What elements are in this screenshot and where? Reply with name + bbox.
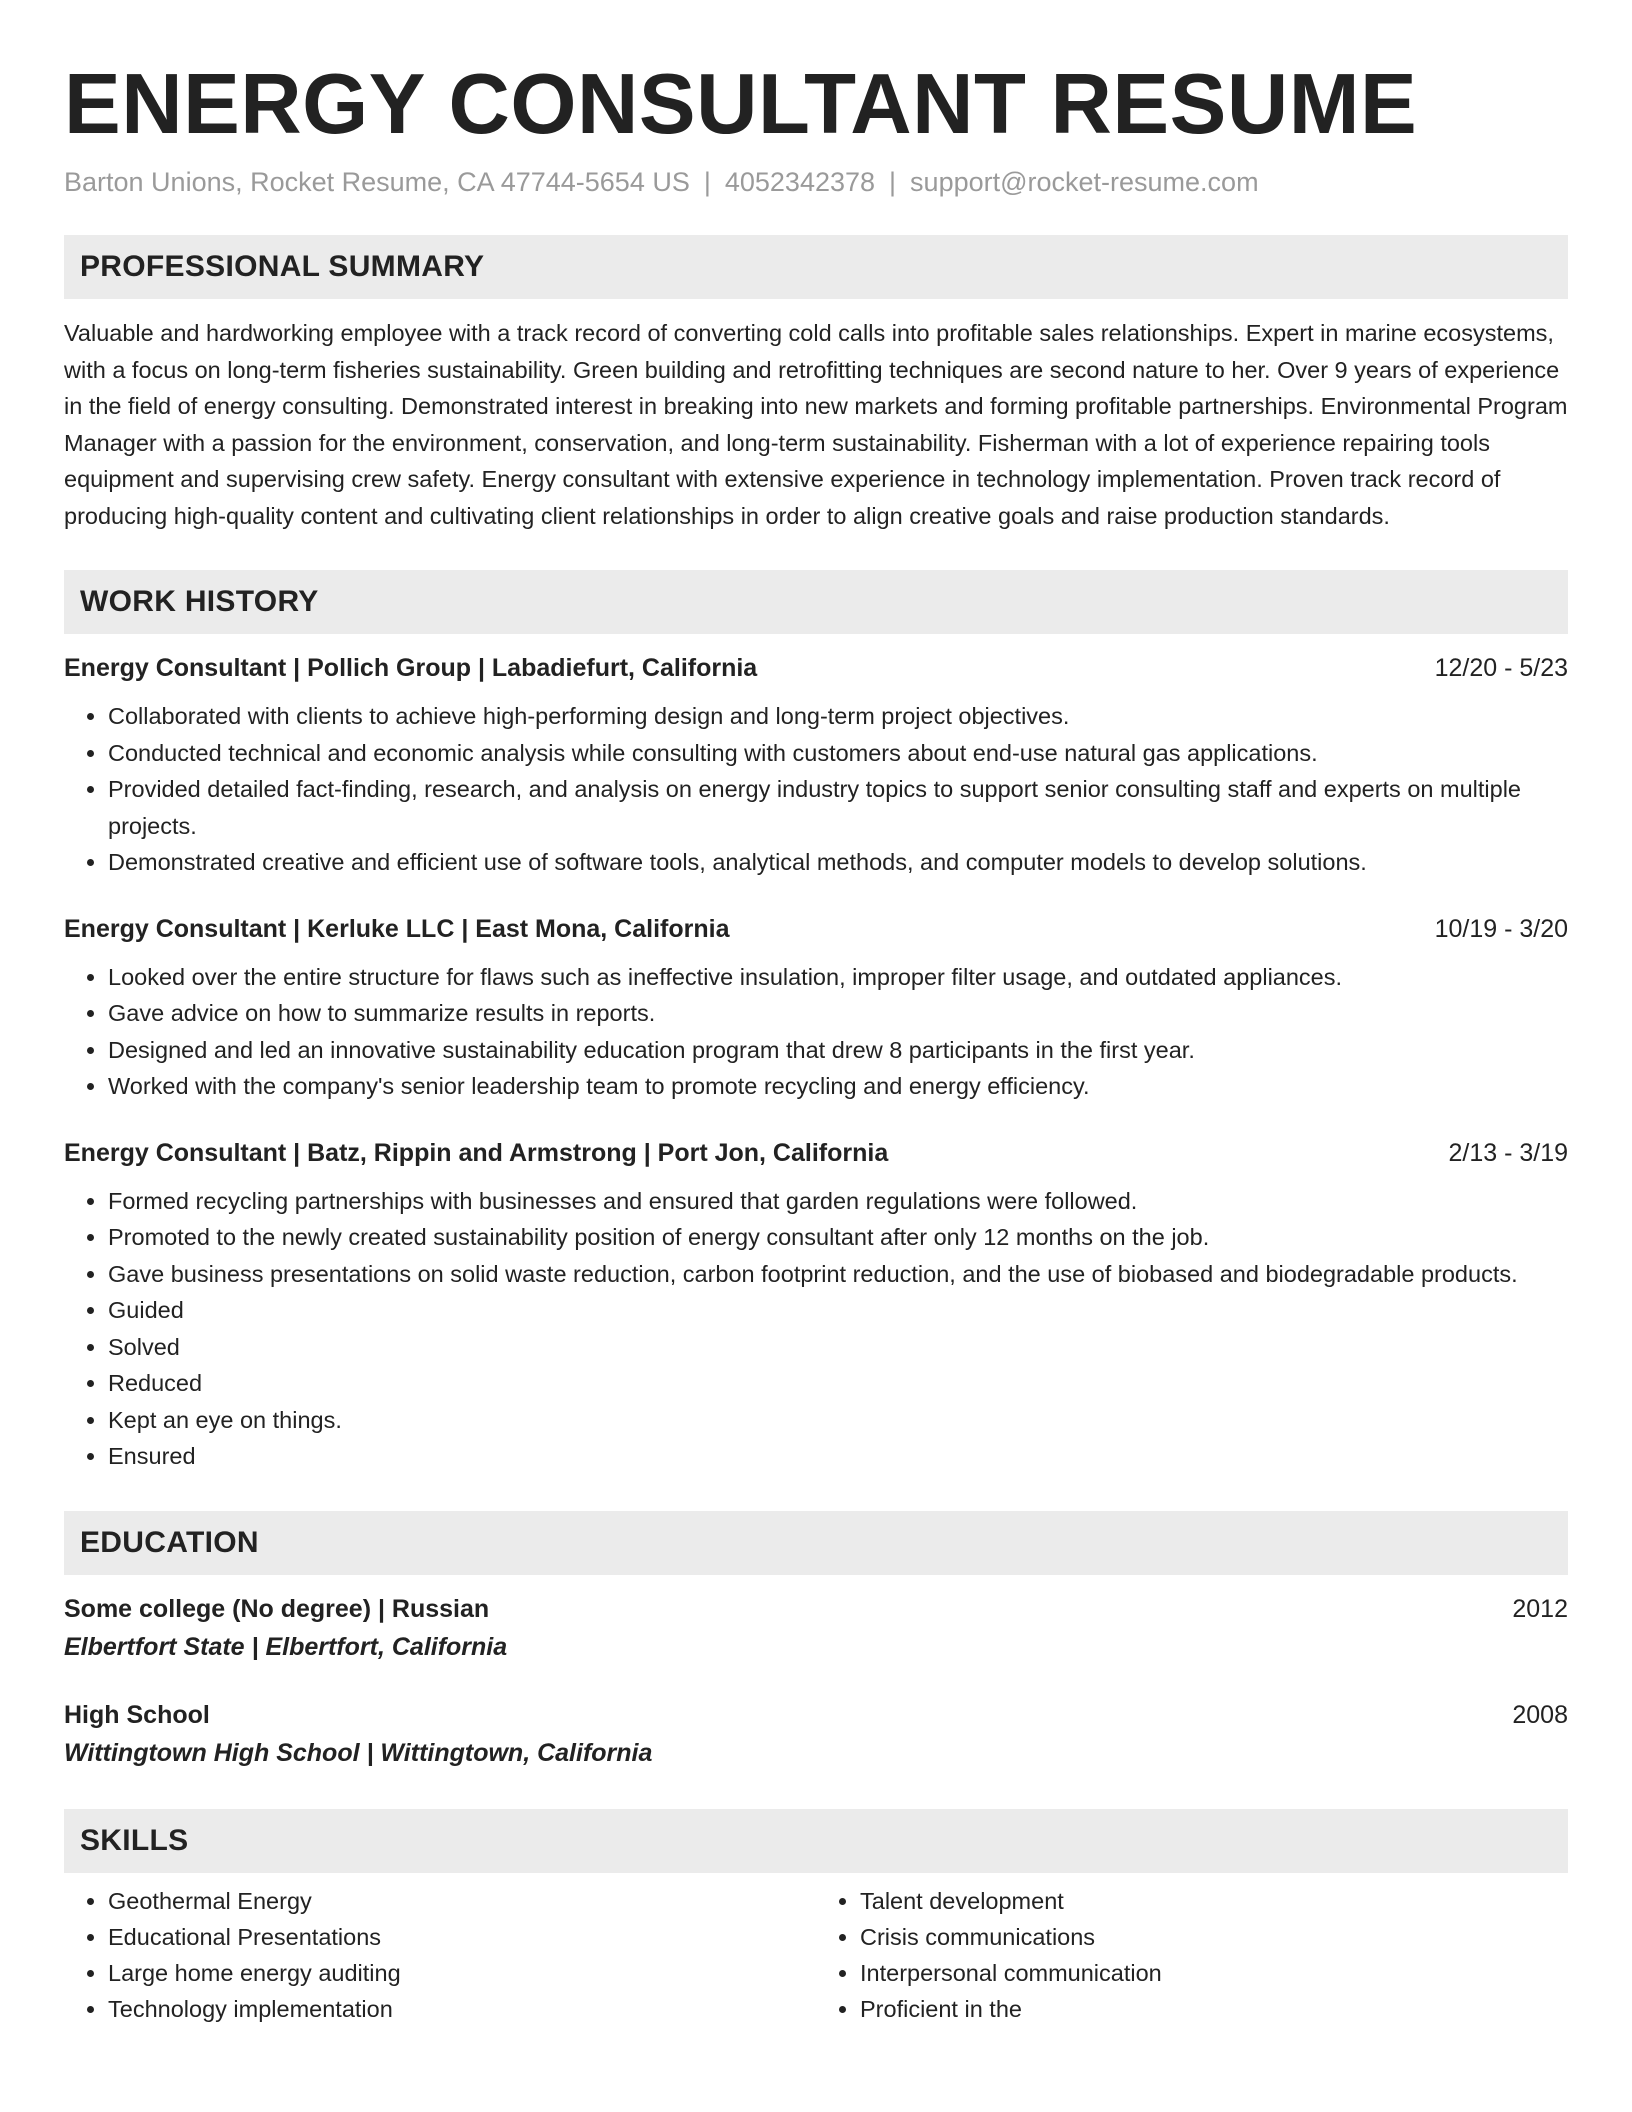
- job-entry: [64, 911, 1568, 1105]
- job-bullet: • Conducted technical and economic analysis while consulting with customers about end-use natural gas applications.: [108, 735, 1568, 772]
- education-entry: [64, 1591, 1568, 1667]
- job-bullet: • Looked over the entire structure for flaws such as ineffective insulation, improper filter usage, and outdated appliances.: [108, 959, 1568, 996]
- contact-email: support@rocket-resume.com: [910, 167, 1259, 197]
- skill-item: • Large home energy auditing: [108, 1955, 816, 1991]
- education-header: [64, 1697, 1568, 1733]
- education-header: [64, 1591, 1568, 1627]
- work-history-list: [64, 650, 1568, 1475]
- contact-separator: |: [703, 167, 711, 197]
- job-title: Energy Consultant | Pollich Group | Labadiefurt, California: [64, 654, 758, 682]
- job-bullet: • Collaborated with clients to achieve high-performing design and long-term project objectives.: [108, 698, 1568, 735]
- job-title: Energy Consultant | Batz, Rippin and Armstrong | Port Jon, California: [64, 1138, 889, 1167]
- job-dates: 2/13 - 3/19: [1448, 1138, 1568, 1167]
- contact-separator: |: [889, 167, 897, 197]
- contact-address: Barton Unions, Rocket Resume, CA 47744-5654 US: [64, 167, 690, 197]
- summary-heading: PROFESSIONAL SUMMARY: [64, 235, 1568, 299]
- job-bullet: • Kept an eye on things.: [108, 1402, 1568, 1439]
- education-degree: Some college (No degree) | Russian: [64, 1594, 490, 1623]
- skill-item: • Geothermal Energy: [108, 1883, 816, 1919]
- job-entry: [64, 1135, 1568, 1475]
- job-bullet: • Solved: [108, 1329, 1568, 1366]
- job-bullet: • Formed recycling partnerships with businesses and ensured that garden regulations were followed.: [108, 1183, 1568, 1220]
- skill-item: • Technology implementation: [108, 1991, 816, 2027]
- job-bullet: • Ensured: [108, 1438, 1568, 1475]
- skill-item: • Crisis communications: [860, 1919, 1568, 1955]
- job-bullet: • Gave business presentations on solid waste reduction, carbon footprint reduction, and the use of biobased and biodegradable products.: [108, 1256, 1568, 1293]
- education-list: [64, 1591, 1568, 1773]
- job-bullet: • Gave advice on how to summarize results in reports.: [108, 995, 1568, 1032]
- contact-line: [64, 165, 1568, 199]
- job-dates: 12/20 - 5/23: [1434, 654, 1568, 682]
- skills-heading: SKILLS: [64, 1809, 1568, 1873]
- education-year: 2012: [1512, 1594, 1568, 1623]
- job-bullet: • Reduced: [108, 1365, 1568, 1402]
- skills-column-left: [64, 1883, 816, 2027]
- skill-item: • Talent development: [860, 1883, 1568, 1919]
- job-header: [64, 911, 1568, 947]
- education-heading: EDUCATION: [64, 1511, 1568, 1575]
- skill-item: • Educational Presentations: [108, 1919, 816, 1955]
- job-title: Energy Consultant | Kerluke LLC | East Mona, California: [64, 914, 730, 943]
- job-bullets: [64, 698, 1568, 881]
- contact-phone: 4052342378: [724, 167, 876, 197]
- job-bullet: • Designed and led an innovative sustainability education program that drew 8 participants in the first year.: [108, 1032, 1568, 1069]
- education-entry: [64, 1697, 1568, 1773]
- job-header: [64, 650, 1568, 686]
- education-school: Elbertfort State | Elbertfort, California: [64, 1632, 508, 1661]
- work-history-heading: WORK HISTORY: [64, 570, 1568, 634]
- skills-column-right: [816, 1883, 1568, 2027]
- skills-list: [64, 1883, 1568, 2027]
- job-bullet: • Promoted to the newly created sustainability position of energy consultant after only 12 months on the job.: [108, 1219, 1568, 1256]
- skill-item: • Proficient in the: [860, 1991, 1568, 2027]
- education-degree: High School: [64, 1700, 210, 1729]
- job-bullet: • Demonstrated creative and efficient use of software tools, analytical methods, and computer models to develop solutions.: [108, 844, 1568, 881]
- job-bullets: [64, 959, 1568, 1105]
- education-school: Wittingtown High School | Wittingtown, California: [64, 1738, 653, 1767]
- job-entry: [64, 650, 1568, 881]
- job-dates: 10/19 - 3/20: [1434, 914, 1568, 943]
- job-bullet: • Worked with the company's senior leadership team to promote recycling and energy efficiency.: [108, 1068, 1568, 1105]
- education-year: 2008: [1512, 1700, 1568, 1729]
- job-header: [64, 1135, 1568, 1171]
- skill-item: • Interpersonal communication: [860, 1955, 1568, 1991]
- job-bullets: [64, 1183, 1568, 1475]
- summary-text: Valuable and hardworking employee with a track record of converting cold calls into profitable sales relationships. Expert in marine ecosystems, with a focus on long-term fisheries sustainability. Green building and retrofitting techniques are second nature to her. Over 9 years of experience in the field of energy consulting. Demonstrated interest in breaking into new markets and forming profitable partnerships. Environmental Program Manager with a passion for the environment, conservation, and long-term sustainability. Fisherman with a lot of experience repairing tools equipment and supervising crew safety. Energy consultant with extensive experience in technology implementation. Proven track record of producing high-quality content and cultivating client relationships in order to align creative goals and raise production standards.: [64, 320, 1568, 529]
- job-bullet: • Guided: [108, 1292, 1568, 1329]
- resume-title: ENERGY CONSULTANT RESUME: [64, 57, 1418, 152]
- job-bullet: • Provided detailed fact-finding, research, and analysis on energy industry topics to support senior consulting staff and experts on multiple projects.: [108, 771, 1568, 844]
